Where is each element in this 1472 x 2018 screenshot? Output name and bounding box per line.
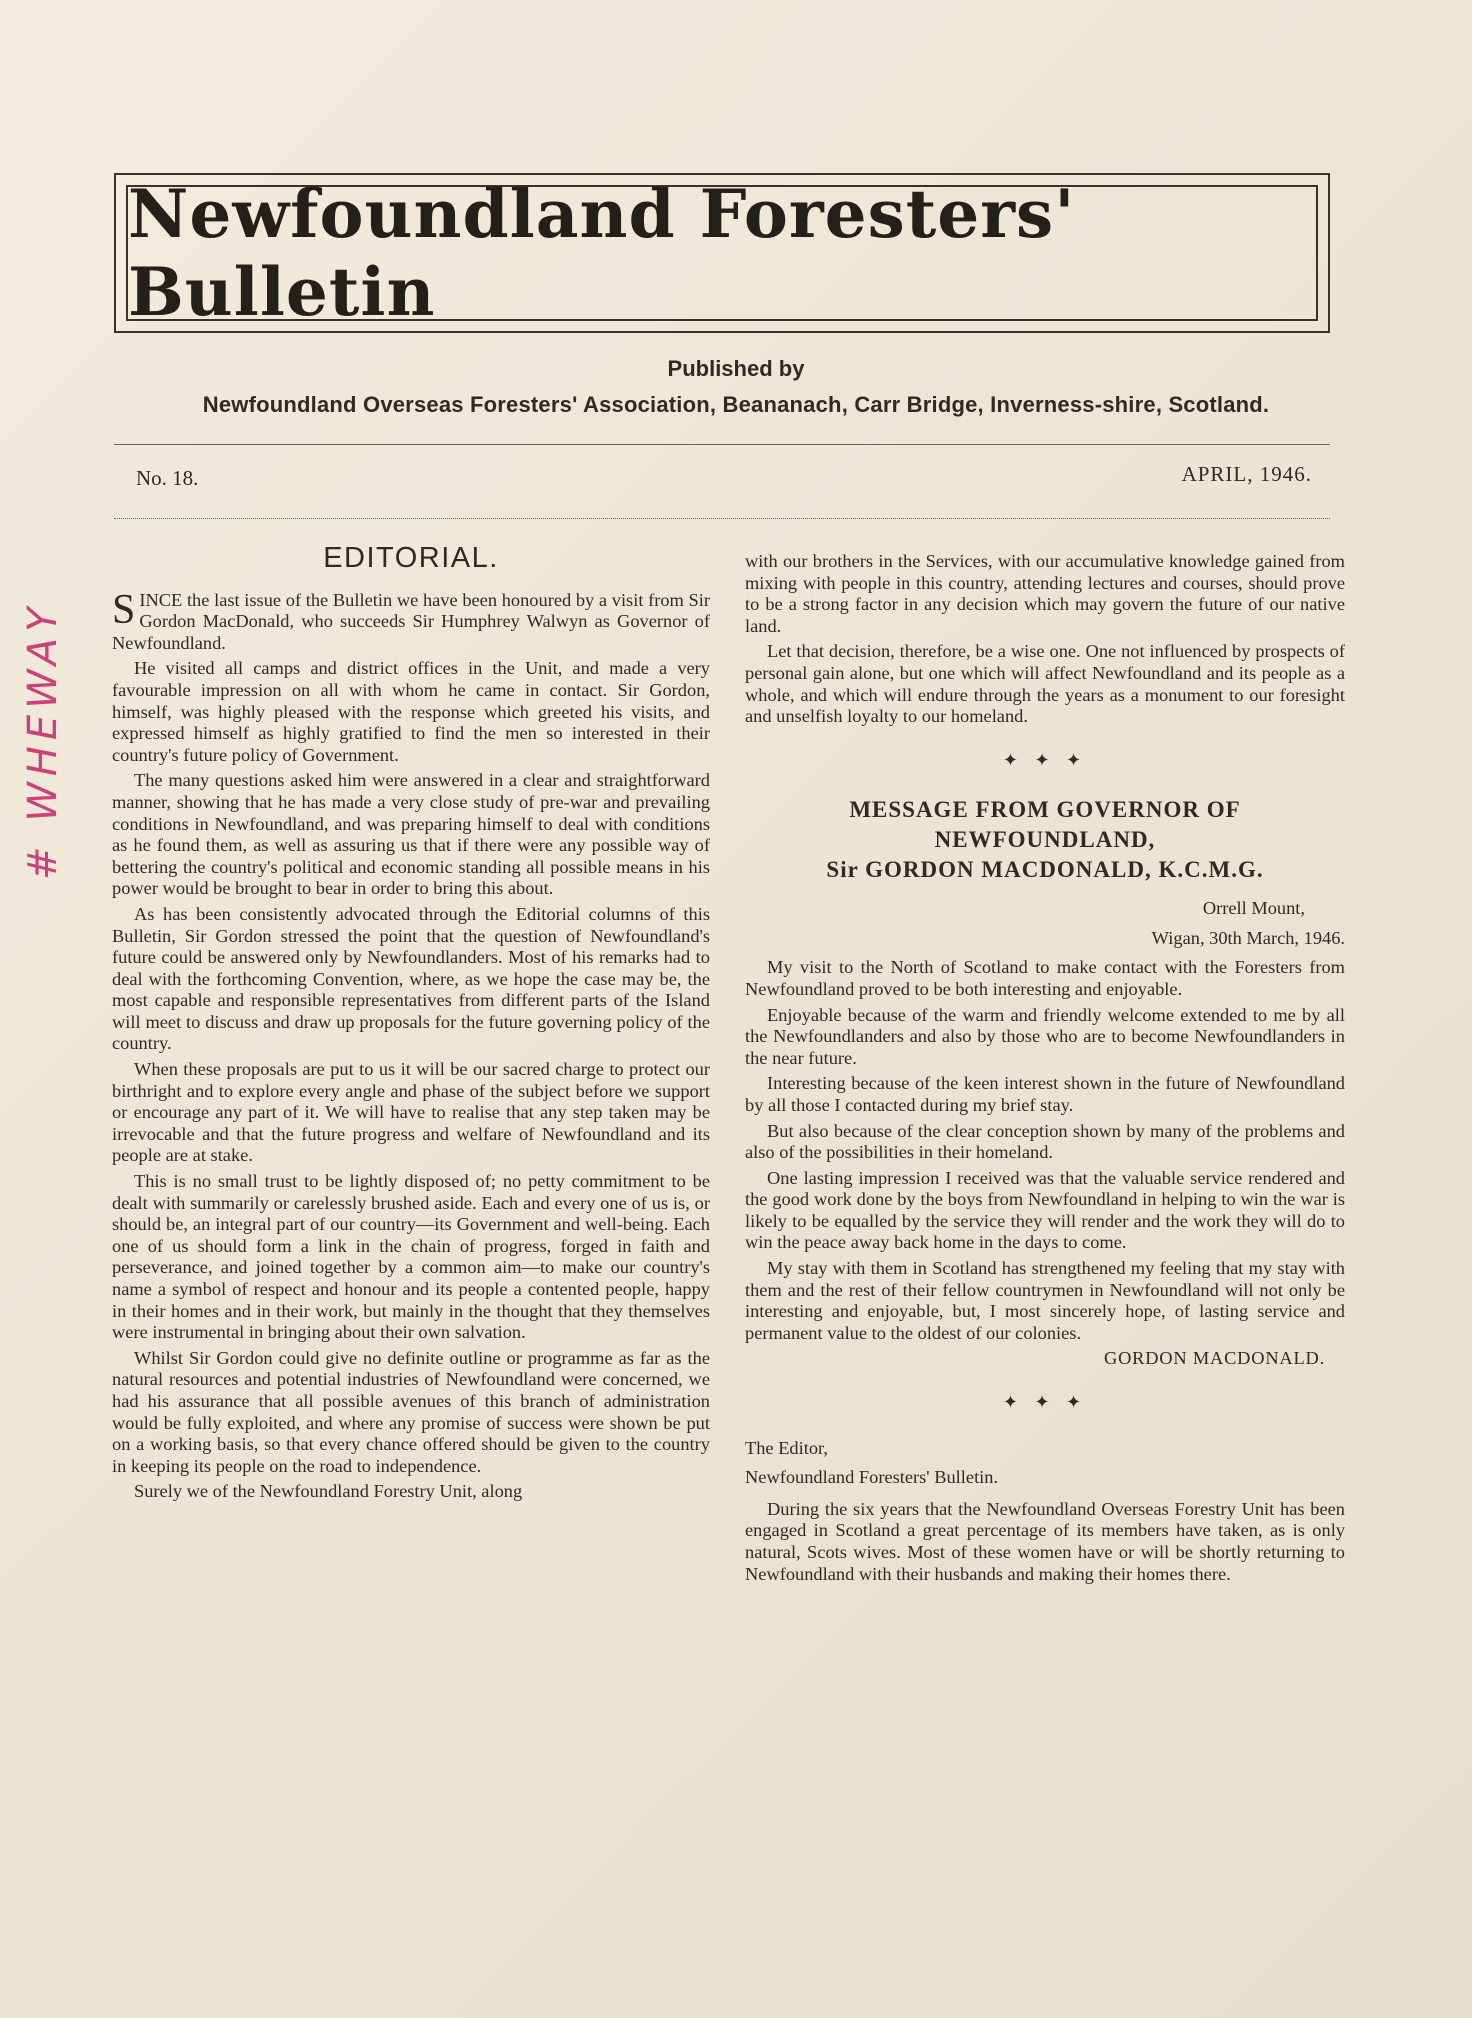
editorial-paragraph: The many questions asked him were answered in a clear and straightforward manner, showing that he has made a very close study of pre-war and prevailing conditions in Newfoundland, and was preparing himself to deal with conditions as he found them, as well as assuring us that if there were any possible way of bettering the country's political and economic standing all possible means in his power would be brought to bear in order to bring this about. — [112, 770, 710, 899]
published-by: Published by — [667, 356, 805, 381]
right-column — [745, 551, 1345, 1589]
message-title-line: MESSAGE FROM GOVERNOR OF — [849, 797, 1241, 823]
message-paragraph: Enjoyable because of the warm and friendly welcome extended to me by all the Newfoundlanders and also by those who are to become Newfoundlanders in the near future. — [745, 1004, 1345, 1068]
divider-bottom — [114, 518, 1330, 519]
message-paragraph: My visit to the North of Scotland to make contact with the Foresters from Newfoundland proved to be both interesting and enjoyable. — [745, 957, 1345, 999]
letter-salutation: The Editor, — [745, 1437, 829, 1458]
editorial-paragraph: SINCE the last issue of the Bulletin we have been honoured by a visit from Sir Gordon MacDonald, who succeeds Sir Humphrey Walwyn as Governor of Newfoundland. — [112, 586, 710, 653]
editorial-title: EDITORIAL. — [323, 542, 499, 574]
drop-cap: S — [112, 586, 136, 633]
message-address-line: Orrell Mount, — [1202, 898, 1305, 919]
message-title-line: Sir GORDON MACDONALD, K.C.M.G. — [826, 857, 1264, 883]
section-separator: ✦ ✦ ✦ — [1002, 749, 1088, 770]
masthead-inner-frame — [126, 175, 1318, 331]
message-paragraph: But also because of the clear conception shown by many of the problems and also of the possibilities in their homeland. — [745, 1120, 1345, 1163]
editorial-paragraph: Surely we of the Newfoundland Forestry Unit, along — [134, 1481, 523, 1502]
message-paragraph: Interesting because of the keen interest shown in the future of Newfoundland by all those I contacted during my brief stay. — [745, 1073, 1345, 1115]
message-title — [745, 795, 1345, 885]
message-address-line: Wigan, 30th March, 1946. — [1151, 928, 1345, 949]
handwritten-annotation: # WHEWAY — [20, 601, 66, 880]
editorial-paragraph: He visited all camps and district offices in the Unit, and made a very favourable impression on all with whom he came in contact. Sir Gordon, himself, was highly pleased with the response which greeted his visits, and expressed himself as highly gratified to find the men so interested in their country's future policy of Government. — [112, 658, 710, 765]
message-paragraph: One lasting impression I received was that the valuable service rendered and the good work done by the boys from Newfoundland in helping to win the war is likely to be equalled by the service they will render and the work they will do to win the peace away back home in the days to come. — [745, 1167, 1345, 1253]
issue-number: No. 18. — [136, 466, 199, 490]
editorial-continued-paragraph: with our brothers in the Services, with our accumulative knowledge gained from mixing with people in this country, attending lectures and courses, should prove to be a strong factor in any decision which may govern the future of our native land. — [745, 551, 1345, 636]
editorial-paragraph: Whilst Sir Gordon could give no definite outline or programme as far as the natural resources and potential industries of Newfoundland were concerned, we had his assurance that all possible avenues of this branch of administration would be fully exploited, and where any promise of success were shown be put on a working basis, so that every chance offered should be given to the country in keeping its people on the road to independence. — [112, 1347, 710, 1476]
message-title-line: NEWFOUNDLAND, — [934, 827, 1156, 853]
editorial-paragraph: As has been consistently advocated through the Editorial columns of this Bulletin, Sir Gordon stressed the point that the question of Newfoundland's future could be answered only by Newfoundlanders. Most of his remarks had to deal with the forthcoming Convention, where, as we hope the case may be, the most capable and responsible representatives from different parts of the Island will meet to discuss and draw up proposals for the future governing policy of the country. — [112, 903, 710, 1054]
editorial-paragraph: This is no small trust to be lightly disposed of; no petty commitment to be dealt with summarily or carelessly brushed aside. Each and every one of us is, or should be, an integral part of our country—its Government and well-being. Each one of us should form a link in the chain of progress, forged in faith and perseverance, and joined together by a common aim—to make our country's name a symbol of respect and honour and its people a contented people, happy in their homes and in their work, but mainly in the thought that they themselves were instrumental in bringing about their own salvation. — [112, 1171, 710, 1343]
masthead-frame — [114, 173, 1330, 333]
editorial-column — [112, 542, 710, 1507]
publisher-name: Newfoundland Overseas Foresters' Association, Beananach, Carr Bridge, Inverness-shire, Scotland. — [202, 392, 1270, 417]
message-signature: GORDON MACDONALD. — [1103, 1348, 1325, 1369]
message-paragraph: My stay with them in Scotland has strengthened my feeling that my stay with them and the rest of their fellow countrymen in Newfoundland will not only be interesting and enjoyable, but, I most sincerely hope, of lasting service and permanent value to the oldest of our colonies. — [745, 1258, 1345, 1343]
editorial-continued-paragraph: Let that decision, therefore, be a wise one. One not influenced by prospects of personal gain alone, but one which will affect Newfoundland and its people as a whole, and which will endure through the years as a monument to our foresight and unselfish loyalty to our homeland. — [745, 641, 1345, 727]
masthead-title: Newfoundland Foresters' Bulletin — [128, 175, 1076, 331]
divider-top — [114, 444, 1330, 445]
issue-date: APRIL, 1946. — [1181, 462, 1312, 486]
letter-salutation: Newfoundland Foresters' Bulletin. — [745, 1467, 999, 1488]
letter-paragraph: During the six years that the Newfoundland Overseas Forestry Unit has been engaged in Scotland a great percentage of its members have taken, as is only natural, Scots wives. Most of these women have or will be shortly returning to Newfoundland with their husbands and making their homes there. — [745, 1498, 1345, 1584]
editorial-paragraph: When these proposals are put to us it will be our sacred charge to protect our birthright and to explore every angle and phase of the subject before we support or encourage any part of it. We will have to realise that any step taken may be irrevocable and that the future progress and welfare of Newfoundland and its people are at stake. — [112, 1059, 710, 1166]
section-separator: ✦ ✦ ✦ — [1002, 1392, 1088, 1413]
